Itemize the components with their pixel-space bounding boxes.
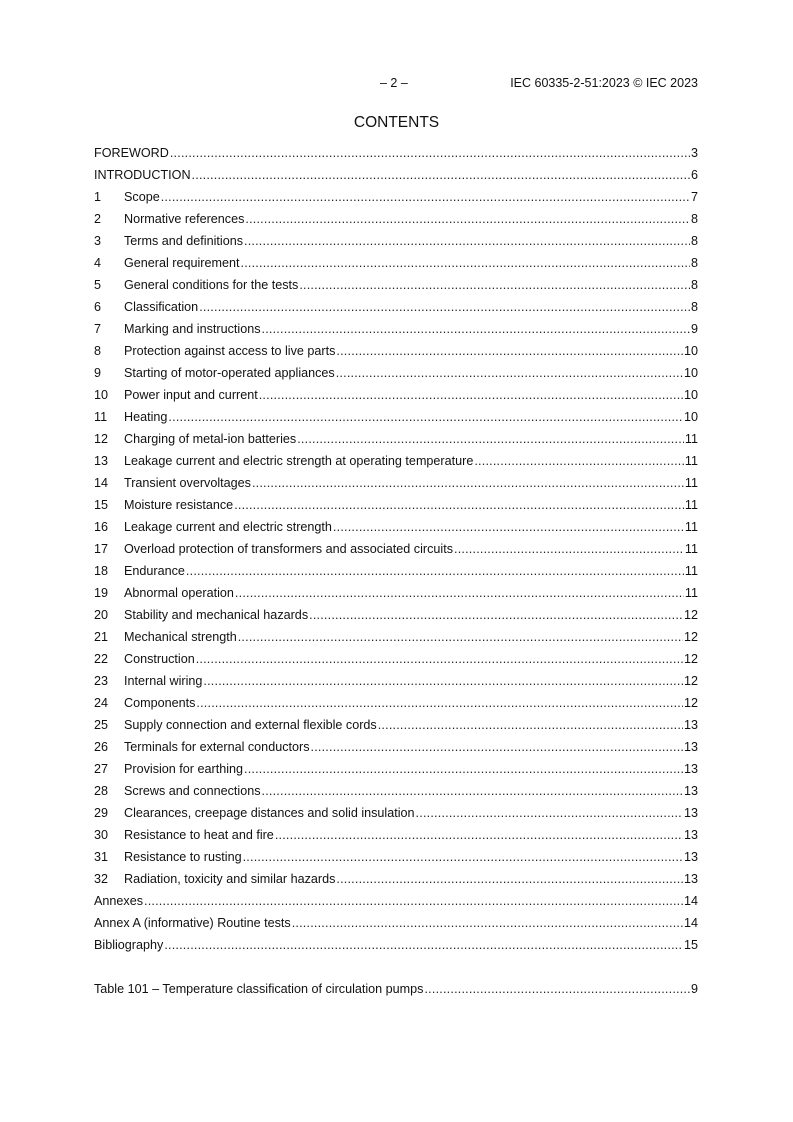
toc-entry-page: 13 [683, 718, 698, 732]
dot-leader [243, 849, 683, 866]
toc-entry-number: 27 [94, 762, 109, 776]
toc-entry-page: 11 [684, 476, 698, 490]
toc-entry-number: 13 [94, 454, 109, 468]
toc-entry[interactable] [94, 431, 698, 453]
dot-leader [192, 167, 690, 184]
toc-entry[interactable] [94, 211, 698, 233]
toc-entry-label: INTRODUCTION [94, 168, 191, 182]
toc-entry[interactable] [94, 497, 698, 519]
toc-entry-number: 4 [94, 256, 102, 270]
toc-entry-page: 8 [690, 300, 698, 314]
toc-entry-label: Normative references [124, 212, 245, 226]
toc-entry-label: Leakage current and electric strength [124, 520, 332, 534]
toc-entry-page: 13 [683, 828, 698, 842]
toc-entry[interactable] [94, 519, 698, 541]
toc-entry-label: Leakage current and electric strength at operating temperature [124, 454, 474, 468]
table-of-contents [94, 145, 698, 959]
dot-leader [378, 717, 683, 734]
toc-entry-label: Annex A (informative) Routine tests [94, 916, 291, 930]
toc-entry-page: 3 [690, 146, 698, 160]
toc-entry-number: 32 [94, 872, 109, 886]
toc-entry-page: 12 [683, 674, 698, 688]
toc-entry-number: 22 [94, 652, 109, 666]
toc-entry[interactable] [94, 607, 698, 629]
toc-entry[interactable] [94, 805, 698, 827]
dot-leader [186, 563, 684, 580]
dot-leader [297, 431, 684, 448]
dot-leader [454, 541, 684, 558]
toc-entry-number: 21 [94, 630, 109, 644]
toc-entry[interactable] [94, 761, 698, 783]
dot-leader [309, 607, 683, 624]
toc-entry[interactable] [94, 717, 698, 739]
toc-entry-page: 6 [690, 168, 698, 182]
toc-entry-label: Terms and definitions [124, 234, 244, 248]
toc-entry[interactable] [94, 541, 698, 563]
toc-entry-label: Marking and instructions [124, 322, 261, 336]
toc-entry[interactable] [94, 233, 698, 255]
toc-entry[interactable] [94, 365, 698, 387]
toc-entry-number: 5 [94, 278, 102, 292]
toc-entry[interactable] [94, 629, 698, 651]
toc-entry[interactable] [94, 783, 698, 805]
toc-entry-page: 10 [683, 410, 698, 424]
dot-leader [238, 629, 683, 646]
dot-leader [170, 145, 690, 162]
dot-leader [235, 585, 684, 602]
toc-entry-label: Annexes [94, 894, 144, 908]
dot-leader [275, 827, 683, 844]
toc-entry[interactable] [94, 145, 698, 167]
dot-leader [245, 211, 690, 228]
dot-leader [144, 893, 683, 910]
toc-entry[interactable] [94, 189, 698, 211]
toc-entry[interactable] [94, 255, 698, 277]
toc-entry-label: Screws and connections [124, 784, 261, 798]
toc-entry-number: 28 [94, 784, 109, 798]
dot-leader [262, 783, 683, 800]
toc-entry[interactable] [94, 453, 698, 475]
toc-entry[interactable] [94, 277, 698, 299]
toc-entry-label: General requirement [124, 256, 240, 270]
dot-leader [416, 805, 683, 822]
toc-entry-number: 26 [94, 740, 109, 754]
toc-entry-number: 29 [94, 806, 109, 820]
toc-entry-number: 31 [94, 850, 109, 864]
toc-entry-page: 8 [690, 234, 698, 248]
toc-entry-page: 8 [690, 256, 698, 270]
dot-leader [241, 255, 690, 272]
toc-entry-page: 11 [684, 520, 698, 534]
dot-leader [252, 475, 684, 492]
toc-entry[interactable] [94, 827, 698, 849]
toc-entry-number: 6 [94, 300, 102, 314]
toc-entry-page: 13 [683, 872, 698, 886]
toc-entry-page: 12 [683, 608, 698, 622]
dot-leader [292, 915, 683, 932]
toc-entry-label: Internal wiring [124, 674, 203, 688]
toc-entry-number: 14 [94, 476, 109, 490]
toc-entry[interactable] [94, 893, 698, 915]
toc-entry-label: Table 101 – Temperature classification of circulation pumps [94, 982, 424, 996]
toc-entry-page: 13 [683, 762, 698, 776]
dot-leader [196, 651, 683, 668]
dot-leader [299, 277, 690, 294]
toc-entry-number: 25 [94, 718, 109, 732]
toc-entry-label: Moisture resistance [124, 498, 234, 512]
dot-leader [168, 409, 683, 426]
dot-leader [333, 519, 684, 536]
toc-entry-page: 12 [683, 652, 698, 666]
toc-entry-label: Provision for earthing [124, 762, 244, 776]
toc-entry[interactable] [94, 695, 698, 717]
toc-entry-label: Heating [124, 410, 168, 424]
toc-entry-number: 16 [94, 520, 109, 534]
toc-entry-label: Stability and mechanical hazards [124, 608, 309, 622]
toc-entry-number: 24 [94, 696, 109, 710]
page-title: CONTENTS [353, 114, 440, 131]
toc-entry-label: Supply connection and external flexible cords [124, 718, 377, 732]
document-id: IEC 60335-2-51:2023 © IEC 2023 [510, 76, 698, 90]
toc-entry-number: 19 [94, 586, 109, 600]
toc-entry-page: 11 [684, 564, 698, 578]
toc-entry-label: General conditions for the tests [124, 278, 299, 292]
toc-entry[interactable] [94, 871, 698, 893]
toc-entry-label: Protection against access to live parts [124, 344, 336, 358]
toc-entry-page: 11 [684, 454, 698, 468]
toc-entry-page: 11 [684, 432, 698, 446]
toc-entry-page: 11 [684, 498, 698, 512]
dot-leader [336, 871, 683, 888]
toc-entry-number: 23 [94, 674, 109, 688]
toc-entry-label: Terminals for external conductors [124, 740, 310, 754]
dot-leader [244, 761, 683, 778]
dot-leader [203, 673, 683, 690]
dot-leader [161, 189, 690, 206]
toc-entry-label: Radiation, toxicity and similar hazards [124, 872, 336, 886]
toc-entry-label: Charging of metal-ion batteries [124, 432, 297, 446]
toc-entry-number: 2 [94, 212, 102, 226]
toc-entry-page: 10 [683, 388, 698, 402]
toc-entry-number: 15 [94, 498, 109, 512]
page-header [94, 76, 698, 92]
toc-entry[interactable] [94, 849, 698, 871]
toc-entry[interactable] [94, 387, 698, 409]
toc-entry-page: 9 [690, 322, 698, 336]
toc-entry-label: Construction [124, 652, 195, 666]
toc-entry-number: 11 [94, 410, 108, 424]
toc-entry[interactable] [94, 321, 698, 343]
list-of-tables [94, 981, 698, 1003]
toc-entry-label: Bibliography [94, 938, 164, 952]
toc-entry[interactable] [94, 475, 698, 497]
toc-entry-number: 30 [94, 828, 109, 842]
toc-entry-label: Components [124, 696, 196, 710]
toc-entry-number: 18 [94, 564, 109, 578]
toc-entry-number: 17 [94, 542, 109, 556]
toc-entry[interactable] [94, 343, 698, 365]
toc-entry-label: Resistance to rusting [124, 850, 242, 864]
toc-entry[interactable] [94, 563, 698, 585]
toc-entry-number: 8 [94, 344, 102, 358]
toc-entry-label: Mechanical strength [124, 630, 237, 644]
toc-entry-page: 12 [683, 696, 698, 710]
toc-entry-label: Starting of motor-operated appliances [124, 366, 335, 380]
page-number: – 2 – [380, 76, 408, 90]
toc-entry-label: Abnormal operation [124, 586, 234, 600]
dot-leader [424, 981, 690, 998]
toc-entry-label: Transient overvoltages [124, 476, 251, 490]
toc-entry[interactable] [94, 585, 698, 607]
toc-entry-page: 8 [690, 212, 698, 226]
toc-entry-page: 9 [690, 982, 698, 996]
toc-entry-page: 14 [683, 916, 698, 930]
toc-entry[interactable] [94, 409, 698, 431]
toc-entry[interactable] [94, 673, 698, 695]
toc-entry-page: 13 [683, 784, 698, 798]
dot-leader [336, 343, 683, 360]
dot-leader [262, 321, 690, 338]
dot-leader [164, 937, 683, 954]
toc-entry-page: 7 [690, 190, 698, 204]
toc-entry[interactable] [94, 167, 698, 189]
table-list-entry[interactable] [94, 981, 698, 1003]
toc-entry-number: 3 [94, 234, 102, 248]
toc-entry-page: 8 [690, 278, 698, 292]
toc-entry-page: 15 [683, 938, 698, 952]
dot-leader [244, 233, 690, 250]
toc-entry-number: 1 [94, 190, 102, 204]
toc-entry-label: Clearances, creepage distances and solid insulation [124, 806, 415, 820]
toc-entry-label: Endurance [124, 564, 185, 578]
toc-entry-number: 7 [94, 322, 102, 336]
toc-entry[interactable] [94, 299, 698, 321]
toc-entry-label: Classification [124, 300, 199, 314]
dot-leader [234, 497, 684, 514]
toc-entry-page: 14 [683, 894, 698, 908]
dot-leader [259, 387, 683, 404]
toc-entry[interactable] [94, 937, 698, 959]
dot-leader [199, 299, 690, 316]
toc-entry-page: 12 [683, 630, 698, 644]
toc-entry-page: 11 [684, 586, 698, 600]
toc-entry[interactable] [94, 915, 698, 937]
toc-entry-number: 12 [94, 432, 109, 446]
toc-entry-label: Overload protection of transformers and associated circuits [124, 542, 453, 556]
toc-entry-page: 13 [683, 850, 698, 864]
toc-entry-number: 20 [94, 608, 109, 622]
toc-entry-label: Scope [124, 190, 160, 204]
toc-entry-number: 9 [94, 366, 102, 380]
toc-entry-page: 10 [683, 366, 698, 380]
dot-leader [336, 365, 683, 382]
toc-entry-page: 13 [683, 806, 698, 820]
toc-entry-label: FOREWORD [94, 146, 169, 160]
toc-entry-page: 11 [684, 542, 698, 556]
dot-leader [311, 739, 683, 756]
toc-entry[interactable] [94, 739, 698, 761]
toc-entry-page: 10 [683, 344, 698, 358]
dot-leader [196, 695, 683, 712]
toc-entry[interactable] [94, 651, 698, 673]
dot-leader [474, 453, 684, 470]
toc-entry-page: 13 [683, 740, 698, 754]
toc-entry-number: 10 [94, 388, 109, 402]
toc-entry-label: Power input and current [124, 388, 258, 402]
toc-entry-label: Resistance to heat and fire [124, 828, 274, 842]
